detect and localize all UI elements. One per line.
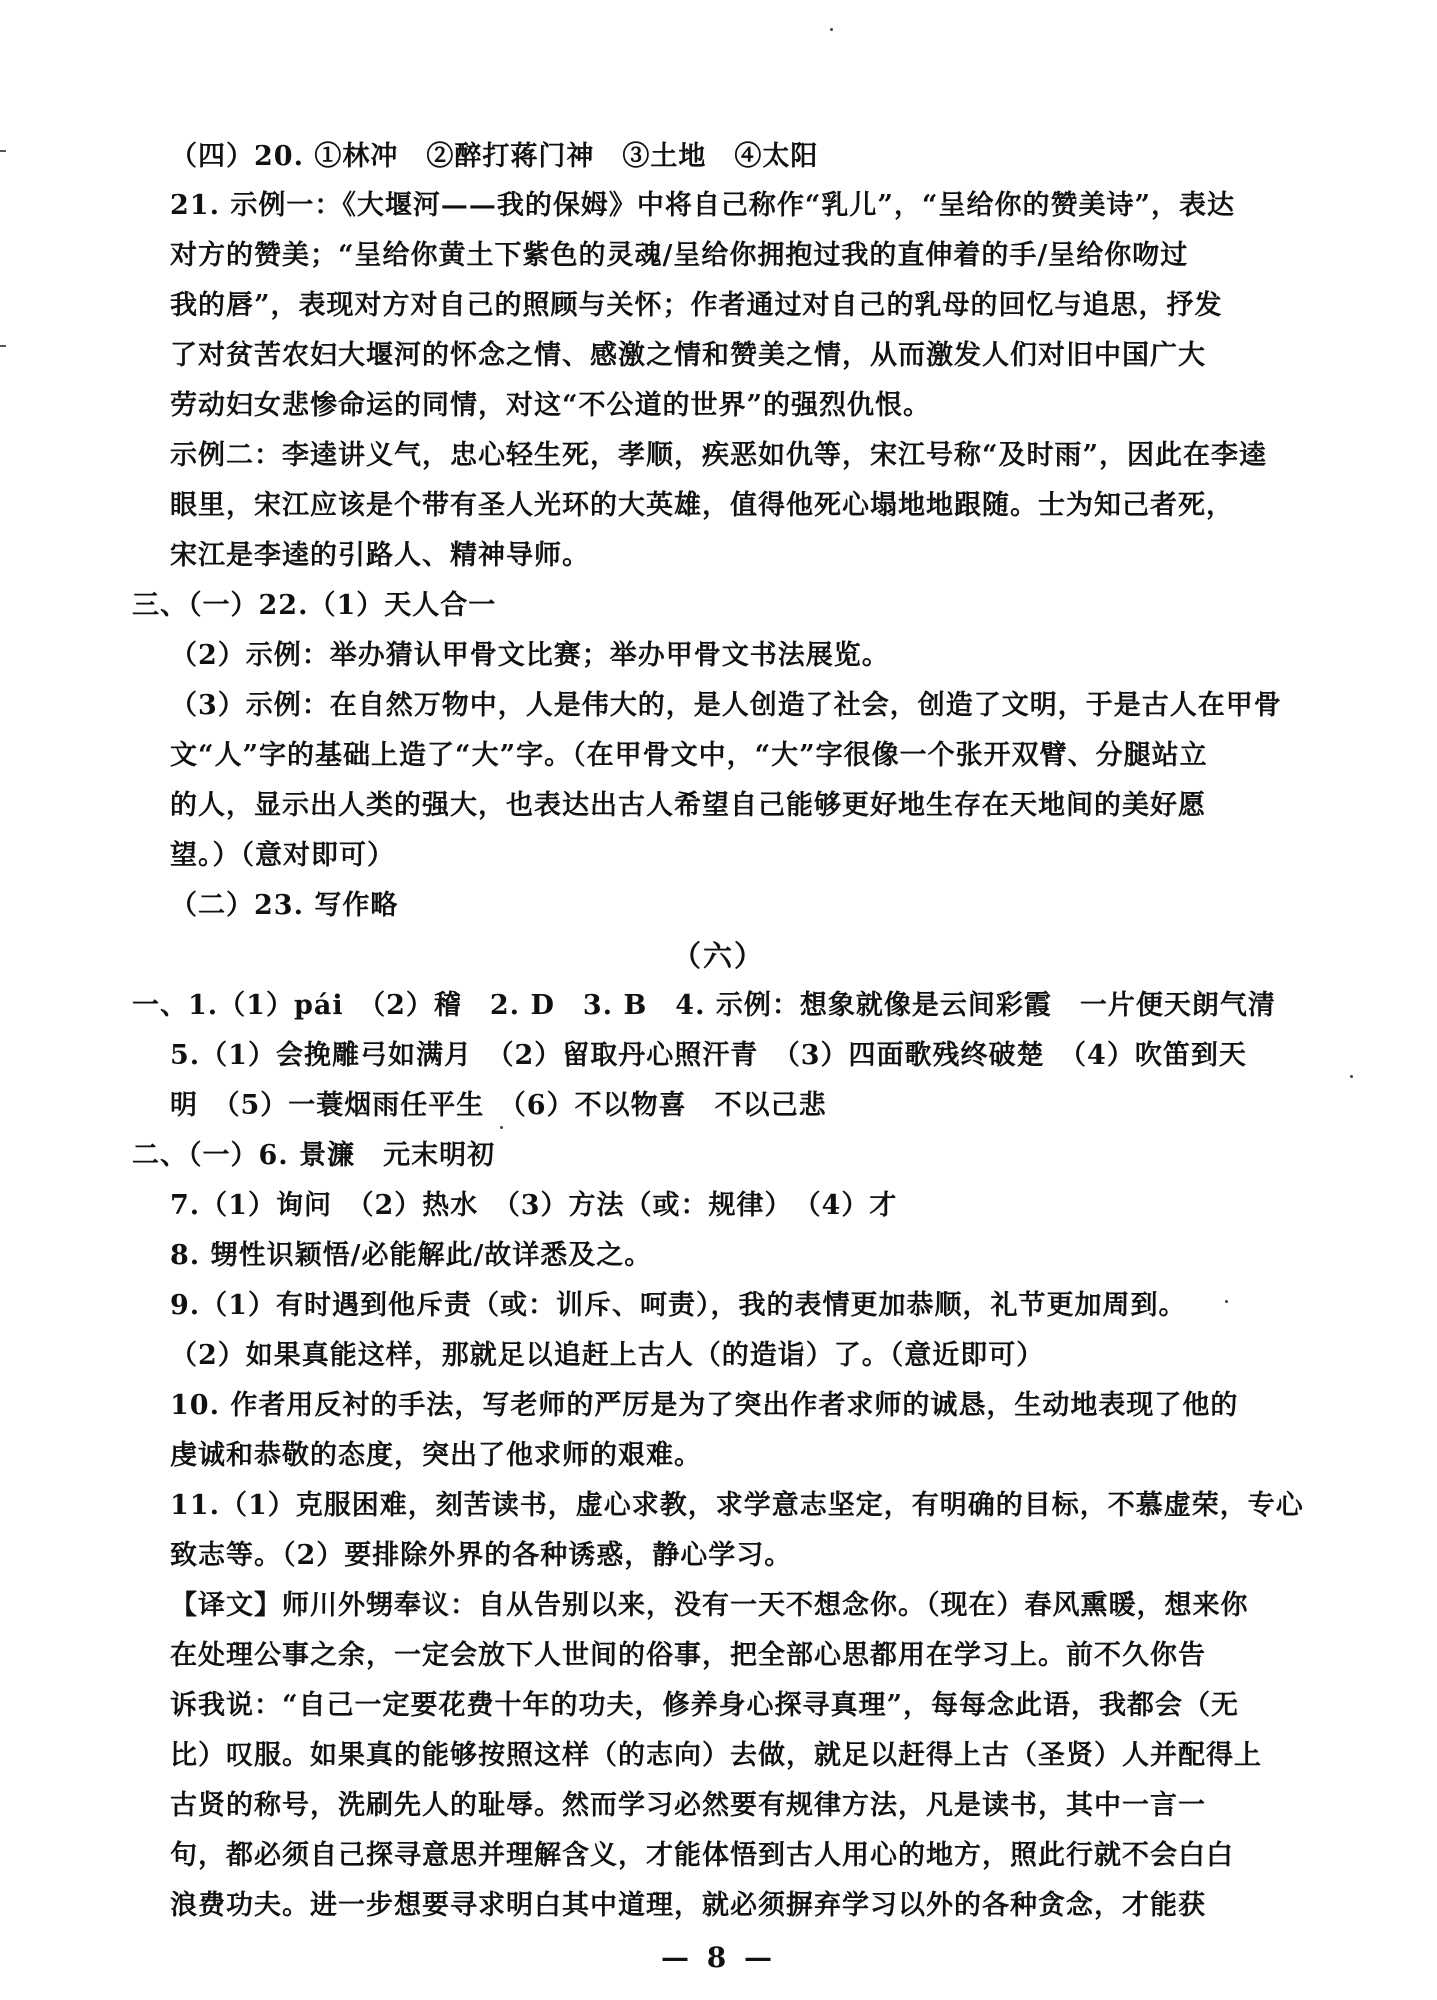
scan-edge-mark bbox=[0, 345, 6, 347]
text-line: （3）示例：在自然万物中，人是伟大的，是人创造了社会，创造了文明，于是古人在甲骨 bbox=[170, 690, 1282, 721]
text-line: 在处理公事之余，一定会放下人世间的俗事，把全部心思都用在学习上。前不久你告 bbox=[170, 1640, 1206, 1671]
text-line: 7.（1）询问 （2）热水 （3）方法（或：规律） （4）才 bbox=[170, 1190, 898, 1221]
text-line: 11.（1）克服困难，刻苦读书，虚心求教，求学意志坚定，有明确的目标，不慕虚荣，专心 bbox=[170, 1490, 1304, 1521]
text-line: （2）示例：举办猜认甲骨文比赛；举办甲骨文书法展览。 bbox=[170, 640, 890, 671]
text-line: 21. 示例一：《大堰河——我的保姆》中将自己称作“乳儿”，“呈给你的赞美诗”，表达 bbox=[170, 190, 1235, 221]
text-line: 的人，显示出人类的强大，也表达出古人希望自己能够更好地生存在天地间的美好愿 bbox=[170, 790, 1206, 821]
scan-speck bbox=[830, 28, 833, 31]
text-line: 浪费功夫。进一步想要寻求明白其中道理，就必须摒弃学习以外的各种贪念，才能获 bbox=[170, 1890, 1206, 1921]
section-title: （六） bbox=[671, 939, 765, 973]
text-line: （二）23. 写作略 bbox=[170, 890, 399, 921]
scan-speck bbox=[500, 1126, 503, 1129]
scan-edge-mark bbox=[0, 150, 6, 152]
text-line: 劳动妇女悲惨命运的同情，对这“不公道的世界”的强烈仇恨。 bbox=[170, 390, 932, 421]
scan-speck bbox=[1350, 1075, 1353, 1078]
text-line: 对方的赞美；“呈给你黄土下紫色的灵魂/呈给你拥抱过我的直伸着的手/呈给你吻过 bbox=[170, 240, 1189, 271]
text-line: 了对贫苦农妇大堰河的怀念之情、感激之情和赞美之情，从而激发人们对旧中国广大 bbox=[170, 340, 1206, 371]
section-heading: 三、（一）22.（1）天人合一 bbox=[132, 590, 497, 621]
text-line: 10. 作者用反衬的手法，写老师的严厉是为了突出作者求师的诚恳，生动地表现了他的 bbox=[170, 1390, 1239, 1421]
text-line: 我的唇”，表现对方对自己的照顾与关怀；作者通过对自己的乳母的回忆与追思，抒发 bbox=[170, 290, 1223, 321]
text-line: 虔诚和恭敬的态度，突出了他求师的艰难。 bbox=[170, 1440, 702, 1471]
text-line: 望。）（意对即可） bbox=[170, 840, 395, 871]
scan-speck bbox=[1225, 1300, 1228, 1303]
text-line: （2）如果真能这样，那就足以追赶上古人（的造诣）了。（意近即可） bbox=[170, 1340, 1045, 1371]
text-line: 示例二：李逵讲义气，忠心轻生死，孝顺，疾恶如仇等，宋江号称“及时雨”，因此在李逵 bbox=[170, 440, 1268, 471]
text-line: （四）20. ①林冲 ②醉打蒋门神 ③土地 ④太阳 bbox=[170, 141, 819, 172]
page-number: — 8 — bbox=[661, 1941, 776, 1974]
text-line: 宋江是李逵的引路人、精神导师。 bbox=[170, 540, 590, 571]
section-heading: 一、1.（1）pái （2）稽 2. D 3. B 4. 示例：想象就像是云间彩霞 一片便天朗气清 bbox=[132, 990, 1276, 1021]
text-line: 诉我说：“自己一定要花费十年的功夫，修养身心探寻真理”，每每念此语，我都会（无 bbox=[170, 1690, 1240, 1721]
text-line: 8. 甥性识颖悟/必能解此/故详悉及之。 bbox=[170, 1240, 653, 1271]
text-line: 明 （5）一蓑烟雨任平生 （6）不以物喜 不以己悲 bbox=[170, 1090, 827, 1121]
text-line: 句，都必须自己探寻意思并理解含义，才能体悟到古人用心的地方，照此行就不会白白 bbox=[170, 1840, 1234, 1871]
text-line: 眼里，宋江应该是个带有圣人光环的大英雄，值得他死心塌地地跟随。士为知己者死， bbox=[170, 490, 1234, 521]
text-line: 比）叹服。如果真的能够按照这样（的志向）去做，就足以赶得上古（圣贤）人并配得上 bbox=[170, 1740, 1262, 1771]
text-line: 9.（1）有时遇到他斥责（或：训斥、呵责），我的表情更加恭顺，礼节更加周到。 bbox=[170, 1290, 1187, 1321]
text-line: 古贤的称号，洗刷先人的耻辱。然而学习必然要有规律方法，凡是读书，其中一言一 bbox=[170, 1790, 1206, 1821]
text-line: 5.（1）会挽雕弓如满月 （2）留取丹心照汗青 （3）四面歌残终破楚 （4）吹笛到天 bbox=[170, 1040, 1247, 1071]
text-line: 【译文】师川外甥奉议：自从告别以来，没有一天不想念你。（现在）春风熏暖，想来你 bbox=[170, 1590, 1249, 1621]
section-heading: 二、（一）6. 景濂 元末明初 bbox=[132, 1140, 496, 1171]
text-line: 致志等。（2）要排除外界的各种诱惑，静心学习。 bbox=[170, 1540, 793, 1571]
text-line: 文“人”字的基础上造了“大”字。（在甲骨文中，“大”字很像一个张开双臂、分腿站立 bbox=[170, 740, 1208, 771]
